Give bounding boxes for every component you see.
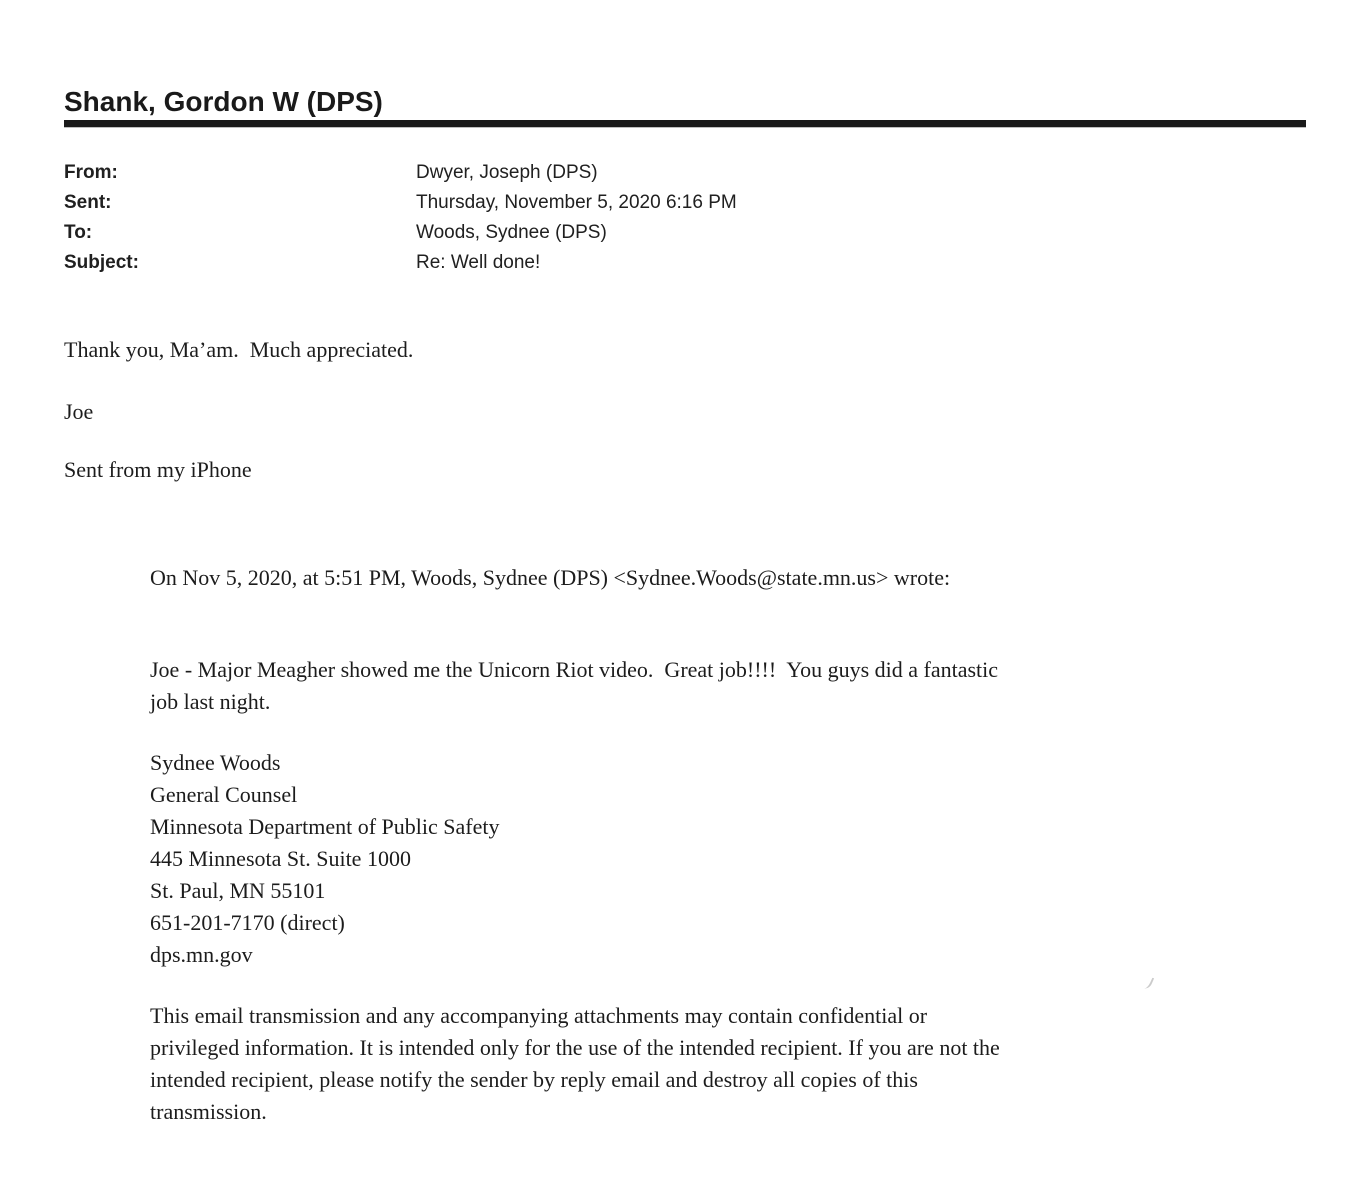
quoted-reply-block xyxy=(150,562,1311,1128)
signature-address: 445 Minnesota St. Suite 1000 xyxy=(150,846,411,871)
quoted-message-line: Joe - Major Meagher showed me the Unicorn Riot video. Great job!!!! You guys did a fantastic xyxy=(150,657,999,682)
page-title: Shank, Gordon W (DPS) xyxy=(64,86,383,117)
header-field-subject xyxy=(64,248,1311,278)
disclaimer-line: This email transmission and any accompanying attachments may contain confidential or xyxy=(150,1003,928,1028)
body-signoff: Joe xyxy=(64,399,94,424)
sent-value: Thursday, November 5, 2020 6:16 PM xyxy=(416,192,737,213)
disclaimer-line: privileged information. It is intended only for the use of the intended recipient. If you are not the xyxy=(150,1035,1000,1060)
header-field-to xyxy=(64,218,1311,248)
email-header-fields xyxy=(64,158,1311,278)
disclaimer-line: transmission. xyxy=(150,1099,267,1124)
to-value: Woods, Sydnee (DPS) xyxy=(416,222,607,243)
from-label: From: xyxy=(64,162,118,183)
quoted-message-line: job last night. xyxy=(150,689,271,714)
sent-label: Sent: xyxy=(64,192,112,213)
signature-title: General Counsel xyxy=(150,782,298,807)
signature-org: Minnesota Department of Public Safety xyxy=(150,814,500,839)
quote-attribution-line: On Nov 5, 2020, at 5:51 PM, Woods, Sydnee (DPS) <Sydnee.Woods@state.mn.us> wrote: xyxy=(150,565,951,590)
body-thanks-line: Thank you, Ma’am. Much appreciated. xyxy=(64,337,414,362)
disclaimer-line: intended recipient, please notify the sender by reply email and destroy all copies of this xyxy=(150,1067,918,1092)
signature-city: St. Paul, MN 55101 xyxy=(150,878,326,903)
sent-from-iphone-line: Sent from my iPhone xyxy=(64,457,252,482)
signature-website: dps.mn.gov xyxy=(150,942,253,967)
signature-name: Sydnee Woods xyxy=(150,750,281,775)
quoted-message-paragraph xyxy=(150,654,1311,718)
header-field-sent xyxy=(64,188,1311,218)
subject-value: Re: Well done! xyxy=(416,252,541,273)
from-value: Dwyer, Joseph (DPS) xyxy=(416,162,598,183)
subject-label: Subject: xyxy=(64,252,139,273)
title-divider-rule xyxy=(64,120,1306,127)
signature-phone: 651-201-7170 (direct) xyxy=(150,910,345,935)
signature-block xyxy=(150,747,1311,971)
confidentiality-disclaimer xyxy=(150,1000,1311,1128)
header-field-from xyxy=(64,158,1311,188)
to-label: To: xyxy=(64,222,93,243)
